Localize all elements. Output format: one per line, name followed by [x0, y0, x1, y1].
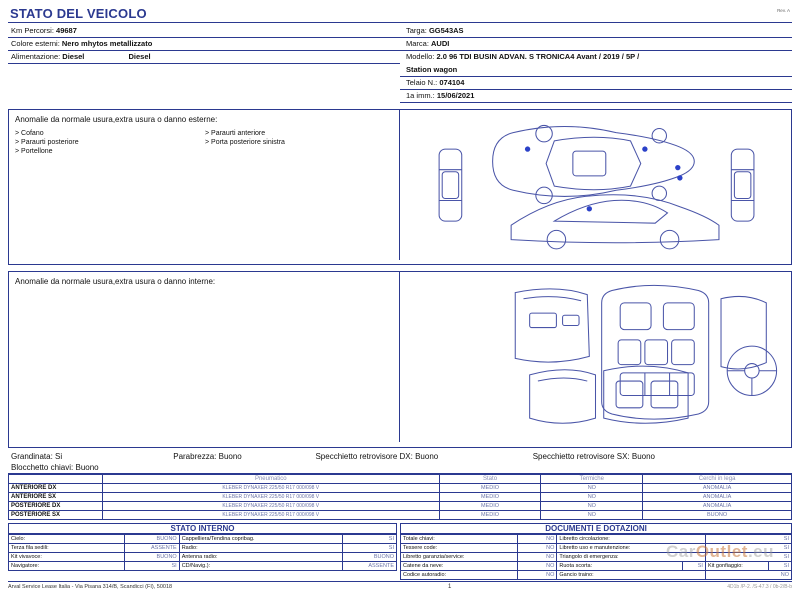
- interior-key: Radio:: [179, 544, 342, 553]
- page-title: STATO DEL VEICOLO: [10, 6, 147, 21]
- tyre-termiche: NO: [541, 493, 643, 502]
- interior-key: Antenna radio:: [179, 553, 342, 562]
- label-parabrezza: Parabrezza:: [173, 452, 217, 462]
- tyre-cerchi: BUONO: [643, 511, 792, 520]
- tyres-header-row: [9, 475, 792, 484]
- label-specchietto-dx: Specchietto retrovisore DX:: [315, 452, 413, 462]
- tyre-position: ANTERIORE DX: [9, 484, 103, 493]
- tyre-stato: MEDIO: [439, 502, 541, 511]
- tyre-termiche: NO: [541, 484, 643, 493]
- interior-key: CD/Navig.):: [179, 562, 342, 571]
- tyre-cerchi: ANOMALIA: [643, 484, 792, 493]
- document-key: Gancio traino:: [557, 571, 706, 580]
- document-key: Kit gonfiaggio:: [705, 562, 768, 571]
- damage-marker: [675, 165, 680, 170]
- info-row-targa: [400, 25, 792, 38]
- value-blocchetto-chiavi: Buono: [75, 463, 99, 473]
- interior-value: BUONO: [125, 553, 179, 562]
- tyres-col-pneumatico: Pneumatico: [102, 475, 439, 484]
- documents-table: [400, 534, 792, 580]
- document-key: Libretto circolazione:: [557, 535, 706, 544]
- document-key: Libretto uso e manutenzione:: [557, 544, 706, 553]
- value-marca: AUDI: [431, 39, 450, 48]
- damage-marker: [525, 146, 530, 151]
- table-row: [9, 502, 792, 511]
- info-row-colore: [8, 38, 400, 51]
- tyre-stato: MEDIO: [439, 511, 541, 520]
- label-marca: Marca:: [406, 39, 429, 48]
- watermark-text-1: Car: [665, 542, 696, 561]
- value-immatricolazione: 15/06/2021: [436, 91, 475, 100]
- vehicle-info-grid: [8, 25, 792, 103]
- value-parabrezza: Buono: [218, 452, 242, 462]
- label-modello: Modello:: [406, 52, 435, 61]
- value-grandinata: Si: [55, 452, 63, 462]
- document-value: NO: [705, 571, 791, 580]
- value-telaio: 074104: [439, 78, 465, 87]
- document-key: Tessere code:: [401, 544, 518, 553]
- info-row-modello: [400, 51, 792, 64]
- vehicle-interior-diagram: [400, 272, 791, 447]
- tyre-model: KLEBER DYNAXER 225/50 R17 000/098 V: [102, 511, 439, 520]
- document-page: [8, 4, 792, 590]
- summary-line-1: [8, 451, 792, 462]
- interior-value: SI: [342, 535, 396, 544]
- anomalies-external-col2: [205, 129, 395, 156]
- document-value: SI: [768, 562, 792, 571]
- value-colore: Nero mhytos metallizzato: [61, 39, 153, 48]
- value-bodytype: Station wagon: [406, 65, 458, 74]
- table-row: [9, 535, 397, 544]
- vehicle-info-right: [400, 25, 792, 103]
- label-telaio: Telaio N.:: [406, 78, 438, 87]
- footer-company: Arval Service Lease Italia - Via Pisana 314/B, Scandicci (FI), 50018: [8, 584, 173, 590]
- table-row: [401, 544, 792, 553]
- damage-marker: [677, 175, 682, 180]
- info-row-immatricolazione: [400, 90, 792, 103]
- interior-value: ASSENTE: [342, 562, 396, 571]
- label-specchietto-sx: Specchietto retrovisore SX:: [532, 452, 630, 462]
- value-specchietto-sx: Buono: [631, 452, 656, 462]
- interior-value: SI: [342, 544, 396, 553]
- value-km: 49687: [56, 26, 77, 35]
- table-row: [9, 544, 397, 553]
- anomalies-internal-title: Anomalie da normale usura,extra usura o danno interne:: [15, 277, 216, 287]
- value-modello: 2.0 96 TDI BUSIN ADVAN. S TRONICA4 Avant / 2019 / 5P /: [436, 52, 640, 61]
- document-value: NO: [518, 553, 557, 562]
- info-row-marca: [400, 38, 792, 51]
- damage-marker: [642, 146, 647, 151]
- document-key: Catene da neve:: [401, 562, 518, 571]
- table-row: [9, 484, 792, 493]
- anomalies-external-box: [8, 109, 792, 265]
- document-value: SI: [682, 562, 705, 571]
- tyres-col-cerchi: Cerchi in lega: [643, 475, 792, 484]
- summary-line-2: [8, 462, 792, 474]
- document-value: NO: [518, 535, 557, 544]
- table-row: [9, 511, 792, 520]
- interior-key: Navigatore:: [9, 562, 125, 571]
- value-alimentazione: Diesel: [62, 52, 85, 61]
- anomaly-item: > Paraurti anteriore: [205, 130, 266, 137]
- interior-key: Terza fila sedili:: [9, 544, 125, 553]
- label-km: Km Percorsi:: [11, 26, 54, 35]
- tyres-table: [8, 474, 792, 520]
- tyre-termiche: NO: [541, 502, 643, 511]
- anomaly-item: > Portellone: [15, 148, 53, 155]
- table-row: [401, 553, 792, 562]
- documents-section-header: DOCUMENTI E DOTAZIONI: [400, 523, 792, 534]
- label-grandinata: Grandinata:: [11, 452, 53, 462]
- table-row: [9, 553, 397, 562]
- interior-value: BUONO: [342, 553, 396, 562]
- document-value: SI: [705, 535, 791, 544]
- anomalies-internal-box: [8, 271, 792, 448]
- interior-section: [8, 523, 400, 580]
- tyres-col-stato: Stato: [439, 475, 541, 484]
- anomaly-item: > Porta posteriore sinistra: [205, 139, 285, 146]
- interior-key: Cappelliera/Tendina copribag.: [179, 535, 342, 544]
- label-blocchetto-chiavi: Blocchetto chiavi:: [11, 463, 74, 473]
- interior-value: ASSENTE: [125, 544, 179, 553]
- tyre-model: KLEBER DYNAXER 225/50 R17 000/098 V: [102, 484, 439, 493]
- documents-section: [400, 523, 792, 580]
- document-key: Libretto garanzia/service:: [401, 553, 518, 562]
- document-value: NO: [518, 544, 557, 553]
- document-value: SI: [705, 544, 791, 553]
- anomalies-external-title: Anomalie da normale usura,extra usura o danno esterne:: [15, 115, 218, 124]
- interior-key: Cielo:: [9, 535, 125, 544]
- label-alimentazione: Alimentazione:: [11, 52, 61, 61]
- info-row-km: [8, 25, 400, 38]
- tyre-cerchi: ANOMALIA: [643, 493, 792, 502]
- value-alimentazione-2: Diesel: [128, 52, 151, 61]
- watermark-text-3: .eu: [747, 542, 774, 561]
- document-key: Triangolo di emergenza:: [557, 553, 706, 562]
- document-key: Codice autoradio:: [401, 571, 518, 580]
- interior-value: BUONO: [125, 535, 179, 544]
- damage-marker: [587, 206, 592, 211]
- label-immatricolazione: 1a imm.:: [406, 91, 435, 100]
- tyre-position: POSTERIORE DX: [9, 502, 103, 511]
- table-row: [9, 493, 792, 502]
- interior-section-header: STATO INTERNO: [8, 523, 397, 534]
- tyres-col-termiche: Termiche: [541, 475, 643, 484]
- footer-page-number: 1: [447, 584, 452, 590]
- anomaly-item: > Cofano: [15, 130, 44, 137]
- interior-key: Kit vivavoce:: [9, 553, 125, 562]
- info-row-alimentazione: [8, 51, 400, 64]
- value-targa: GG543AS: [428, 26, 464, 35]
- label-targa: Targa:: [406, 26, 427, 35]
- document-value: NO: [518, 571, 557, 580]
- anomalies-internal-text: [9, 272, 400, 442]
- value-specchietto-dx: Buono: [415, 452, 439, 462]
- table-row: [401, 535, 792, 544]
- page-footer: [8, 581, 792, 590]
- vehicle-info-left: [8, 25, 400, 103]
- tyre-stato: MEDIO: [439, 484, 541, 493]
- watermark-text-2: Outlet: [695, 542, 748, 561]
- label-colore: Colore esterni:: [11, 39, 60, 48]
- tyre-position: ANTERIORE SX: [9, 493, 103, 502]
- tyres-col-blank: [9, 475, 103, 484]
- table-row: [401, 571, 792, 580]
- info-row-bodytype: [400, 64, 792, 77]
- anomalies-external-col1: [15, 129, 205, 156]
- tyre-termiche: NO: [541, 511, 643, 520]
- tyre-cerchi: ANOMALIA: [643, 502, 792, 511]
- document-key: Totale chiavi:: [401, 535, 518, 544]
- anomalies-external-text: [9, 110, 400, 260]
- tyre-model: KLEBER DYNAXER 225/50 R17 000/098 V: [102, 493, 439, 502]
- revision-label: Rev. A: [777, 8, 790, 13]
- title-divider: [8, 22, 792, 23]
- tyre-model: KLEBER DYNAXER 225/50 R17 000/098 V: [102, 502, 439, 511]
- anomaly-item: > Paraurti posteriore: [15, 139, 79, 146]
- document-value: SI: [705, 553, 791, 562]
- table-row: [401, 562, 792, 571]
- vehicle-exterior-diagram: [400, 110, 791, 264]
- interior-table: [8, 534, 397, 571]
- info-row-telaio: [400, 77, 792, 90]
- tyre-stato: MEDIO: [439, 493, 541, 502]
- footer-code: 4D1b /P-2. /S-47.3 / 0b-2/B-b: [727, 584, 792, 590]
- tyre-position: POSTERIORE SX: [9, 511, 103, 520]
- interior-value: SI: [125, 562, 179, 571]
- document-value: NO: [518, 562, 557, 571]
- table-row: [9, 562, 397, 571]
- lower-sections: [8, 523, 792, 580]
- document-key: Ruota scorta:: [557, 562, 682, 571]
